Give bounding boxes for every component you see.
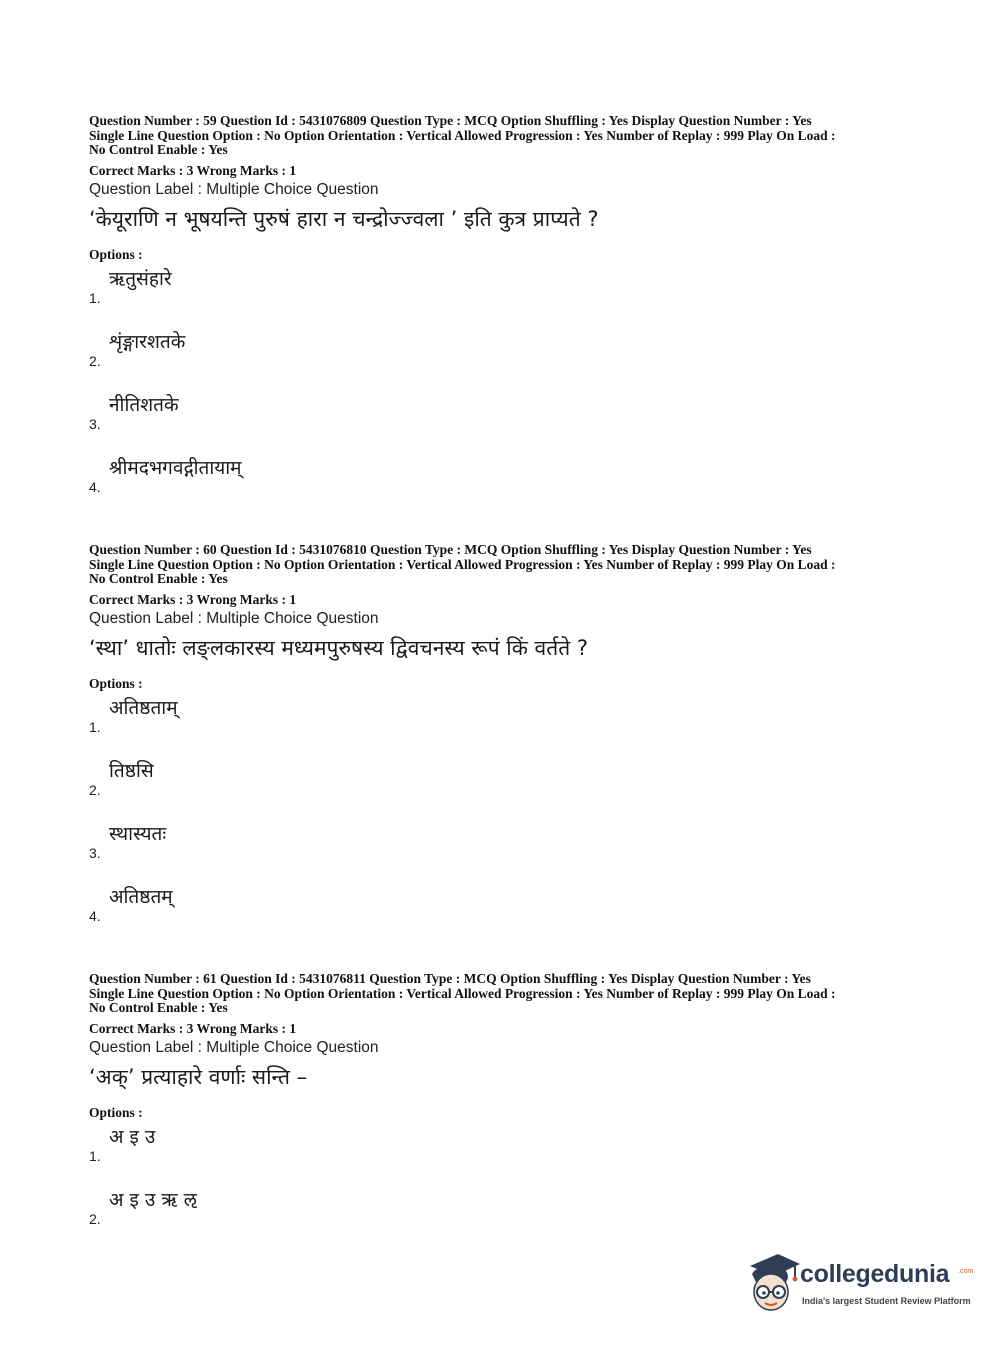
- question-meta: [89, 543, 919, 587]
- logo-tagline: India's largest Student Review Platform: [802, 1296, 971, 1306]
- question-marks: Correct Marks : 3 Wrong Marks : 1: [89, 162, 297, 178]
- option-item: [89, 329, 919, 392]
- option-text: शृंङ्गारशतके: [109, 330, 186, 353]
- meta-line-3: No Control Enable : Yes: [89, 142, 228, 157]
- question-meta: [89, 114, 919, 158]
- option-text: स्थास्यतः: [109, 822, 167, 845]
- option-text: अतिष्ठतम्: [109, 885, 173, 908]
- meta-line-2: Single Line Question Option : No Option Orientation : Vertical Allowed Progression : Yes Number of Replay : 999 Play On Load :: [89, 127, 836, 143]
- question-marks: Correct Marks : 3 Wrong Marks : 1: [89, 1020, 297, 1036]
- question-text: ‘अक्’ प्रत्याहारे वर्णाः सन्ति –: [89, 1064, 308, 1089]
- option-number: 2.: [89, 352, 101, 369]
- options-list: [89, 266, 919, 518]
- meta-line-1: Question Number : 60 Question Id : 5431076810 Question Type : MCQ Option Shuffling : Yes Display Question Number : Yes: [89, 542, 812, 557]
- question-text: ‘केयूराणि न भूषयन्ति पुरुषं हारा न चन्द्रोज्ज्वला ’ इति कुत्र प्राप्यते ?: [89, 206, 599, 231]
- meta-line-3: No Control Enable : Yes: [89, 571, 228, 586]
- question-block-59: [89, 114, 919, 518]
- question-label: Question Label : Multiple Choice Question: [89, 1038, 379, 1056]
- option-item: [89, 266, 919, 329]
- options-heading: Options :: [89, 1104, 143, 1120]
- option-item: [89, 455, 919, 518]
- option-text: तिष्ठसि: [109, 759, 154, 782]
- question-label: Question Label : Multiple Choice Question: [89, 180, 379, 198]
- option-text: अतिष्ठताम्: [109, 696, 178, 719]
- question-block-61: [89, 972, 919, 1250]
- logo-dotcom: .com: [958, 1268, 974, 1275]
- option-text: ऋतुसंहारे: [109, 267, 172, 290]
- question-meta: [89, 972, 919, 1016]
- mascot-icon: [742, 1248, 802, 1318]
- option-item: [89, 884, 919, 947]
- meta-line-3: No Control Enable : Yes: [89, 1000, 228, 1015]
- meta-line-1: Question Number : 59 Question Id : 5431076809 Question Type : MCQ Option Shuffling : Yes Display Question Number : Yes: [89, 113, 812, 128]
- options-list: [89, 1124, 919, 1250]
- option-item: [89, 758, 919, 821]
- option-text: अ इ उ ऋ ऌ: [109, 1188, 197, 1211]
- meta-line-1: Question Number : 61 Question Id : 5431076811 Question Type : MCQ Option Shuffling : Yes Display Question Number : Yes: [89, 971, 811, 986]
- question-text: ‘स्था’ धातोः लङ्लकारस्य मध्यमपुरुषस्य द्विवचनस्य रूपं किं वर्तते ?: [89, 635, 588, 660]
- option-text: श्रीमदभगवद्गीतायाम्: [109, 456, 242, 479]
- options-heading: Options :: [89, 246, 143, 262]
- option-number: 3.: [89, 415, 101, 432]
- option-number: 4.: [89, 907, 101, 924]
- question-label: Question Label : Multiple Choice Question: [89, 609, 379, 627]
- option-item: [89, 821, 919, 884]
- option-item: [89, 695, 919, 758]
- option-number: 4.: [89, 478, 101, 495]
- question-block-60: [89, 543, 919, 947]
- option-text: नीतिशतके: [109, 393, 179, 416]
- meta-line-2: Single Line Question Option : No Option Orientation : Vertical Allowed Progression : Yes Number of Replay : 999 Play On Load :: [89, 556, 836, 572]
- option-item: [89, 392, 919, 455]
- option-number: 2.: [89, 1210, 101, 1227]
- option-item: [89, 1124, 919, 1187]
- option-text: अ इ उ: [109, 1125, 156, 1148]
- collegedunia-logo[interactable]: [742, 1248, 972, 1318]
- option-number: 1.: [89, 718, 101, 735]
- option-number: 1.: [89, 1147, 101, 1164]
- option-number: 1.: [89, 289, 101, 306]
- question-marks: Correct Marks : 3 Wrong Marks : 1: [89, 591, 297, 607]
- option-item: [89, 1187, 919, 1250]
- option-number: 2.: [89, 781, 101, 798]
- meta-line-2: Single Line Question Option : No Option Orientation : Vertical Allowed Progression : Yes Number of Replay : 999 Play On Load :: [89, 985, 836, 1001]
- logo-wordmark: collegedunia: [800, 1260, 950, 1288]
- options-list: [89, 695, 919, 947]
- option-number: 3.: [89, 844, 101, 861]
- options-heading: Options :: [89, 675, 143, 691]
